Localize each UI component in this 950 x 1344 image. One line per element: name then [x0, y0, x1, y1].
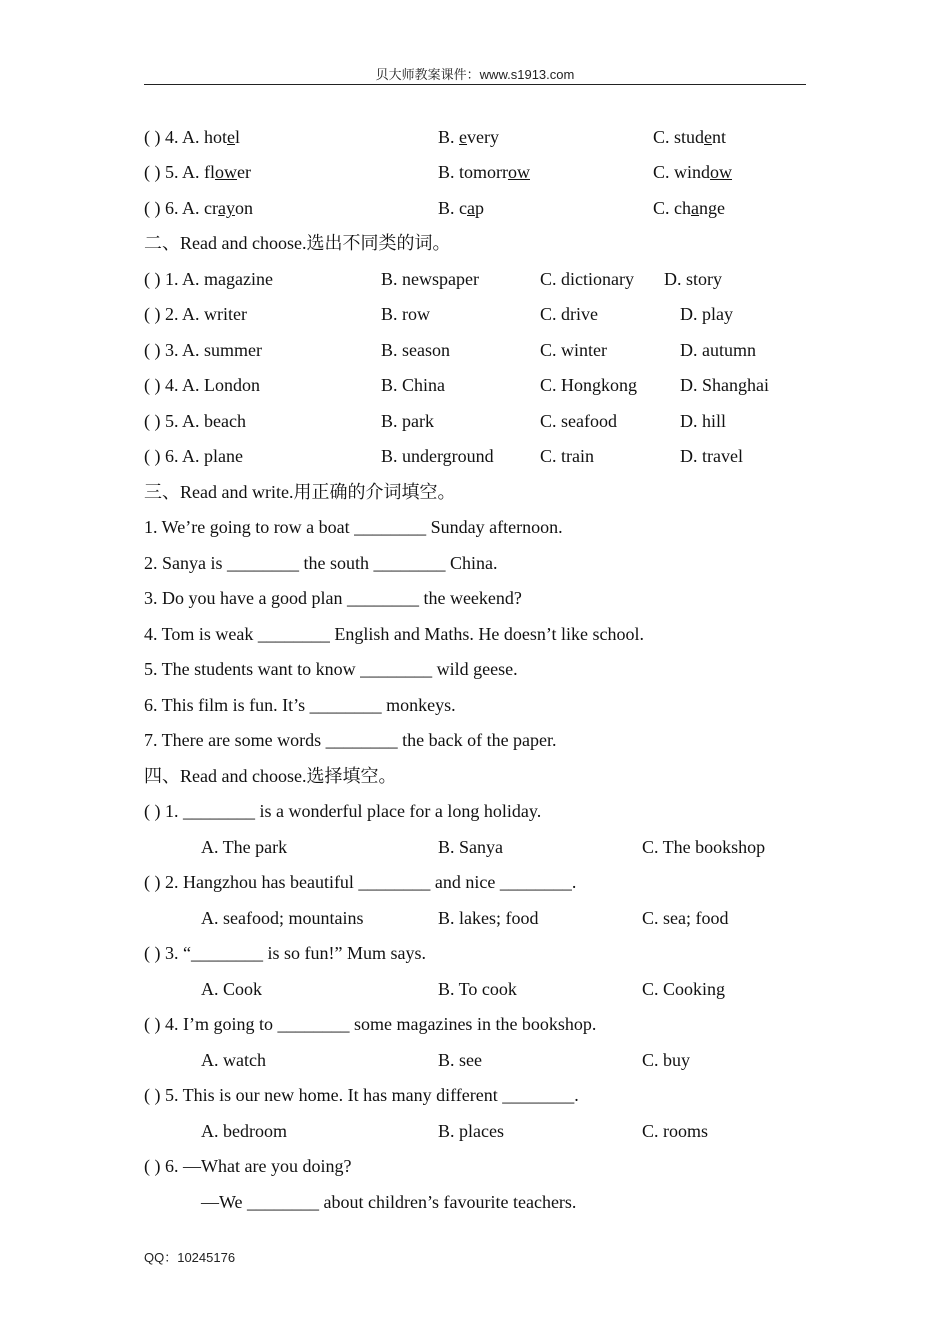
fill-blank-item: 5. The students want to know ________ wild geese. — [144, 659, 518, 679]
fill-blank-item: 1. We’re going to row a boat ________ Sunday afternoon. — [144, 517, 563, 537]
fill-blank-item: 2. Sanya is ________ the south ________ China. — [144, 553, 498, 573]
odd-one-out-row: ( ) 1. A. magazine B. newspaper C. dictionary D. story — [144, 269, 722, 289]
question-stem: ( ) 3. “________ is so fun!” Mum says. — [144, 943, 426, 963]
page-header: 贝大师教案课件：www.s1913.com — [375, 67, 575, 82]
odd-one-out-row: ( ) 2. A. writer B. row C. drive D. play — [144, 304, 733, 324]
phonics-option-a: ( ) 5. A. flower — [144, 162, 251, 182]
odd-one-out-row: ( ) 4. A. London B. China C. Hongkong D. Shanghai — [144, 375, 769, 395]
question-options: A. seafood; mountains B. lakes; food C. sea; food — [201, 908, 729, 928]
question-reply: —We ________ about children’s favourite teachers. — [201, 1192, 577, 1212]
phonics-row — [0, 196, 950, 220]
phonics-option-a: ( ) 4. A. hotel — [144, 127, 241, 147]
odd-one-out-row: ( ) 6. A. plane B. underground C. train D. travel — [144, 446, 743, 466]
phonics-row — [0, 160, 950, 184]
section-3-title: 三、Read and write.用正确的介词填空。 — [144, 482, 456, 502]
question-options: A. watch B. see C. buy — [201, 1050, 691, 1070]
odd-one-out-row: ( ) 5. A. beach B. park C. seafood D. hill — [144, 411, 727, 431]
fill-blank-item: 4. Tom is weak ________ English and Maths. He doesn’t like school. — [144, 624, 645, 644]
section-2-title: 二、Read and choose.选出不同类的词。 — [144, 233, 451, 253]
question-options: A. The park B. Sanya C. The bookshop — [201, 837, 766, 857]
phonics-option-c: C. change — [653, 198, 725, 218]
question-stem: ( ) 4. I’m going to ________ some magazines in the bookshop. — [144, 1014, 597, 1034]
header-divider — [144, 84, 806, 85]
question-stem: ( ) 5. This is our new home. It has many different ________. — [144, 1085, 579, 1105]
phonics-option-b: B. tomorrow — [438, 162, 530, 182]
page-footer: QQ：10245176 — [144, 1250, 236, 1265]
phonics-option-c: C. window — [653, 162, 733, 182]
question-stem: ( ) 2. Hangzhou has beautiful ________ and nice ________. — [144, 872, 577, 892]
question-stem: ( ) 6. —What are you doing? — [144, 1156, 352, 1176]
phonics-row — [0, 125, 950, 149]
fill-blank-item: 7. There are some words ________ the back of the paper. — [144, 730, 557, 750]
question-options: A. Cook B. To cook C. Cooking — [201, 979, 726, 999]
phonics-option-c: C. student — [653, 127, 727, 147]
odd-one-out-row: ( ) 3. A. summer B. season C. winter D. autumn — [144, 340, 756, 360]
phonics-option-b: B. every — [438, 127, 499, 147]
question-options: A. bedroom B. places C. rooms — [201, 1121, 709, 1141]
phonics-option-a: ( ) 6. A. crayon — [144, 198, 253, 218]
phonics-option-b: B. cap — [438, 198, 484, 218]
section-4-title: 四、Read and choose.选择填空。 — [144, 766, 397, 786]
fill-blank-item: 6. This film is fun. It’s ________ monkeys. — [144, 695, 456, 715]
fill-blank-item: 3. Do you have a good plan ________ the weekend? — [144, 588, 522, 608]
question-stem: ( ) 1. ________ is a wonderful place for a long holiday. — [144, 801, 542, 821]
